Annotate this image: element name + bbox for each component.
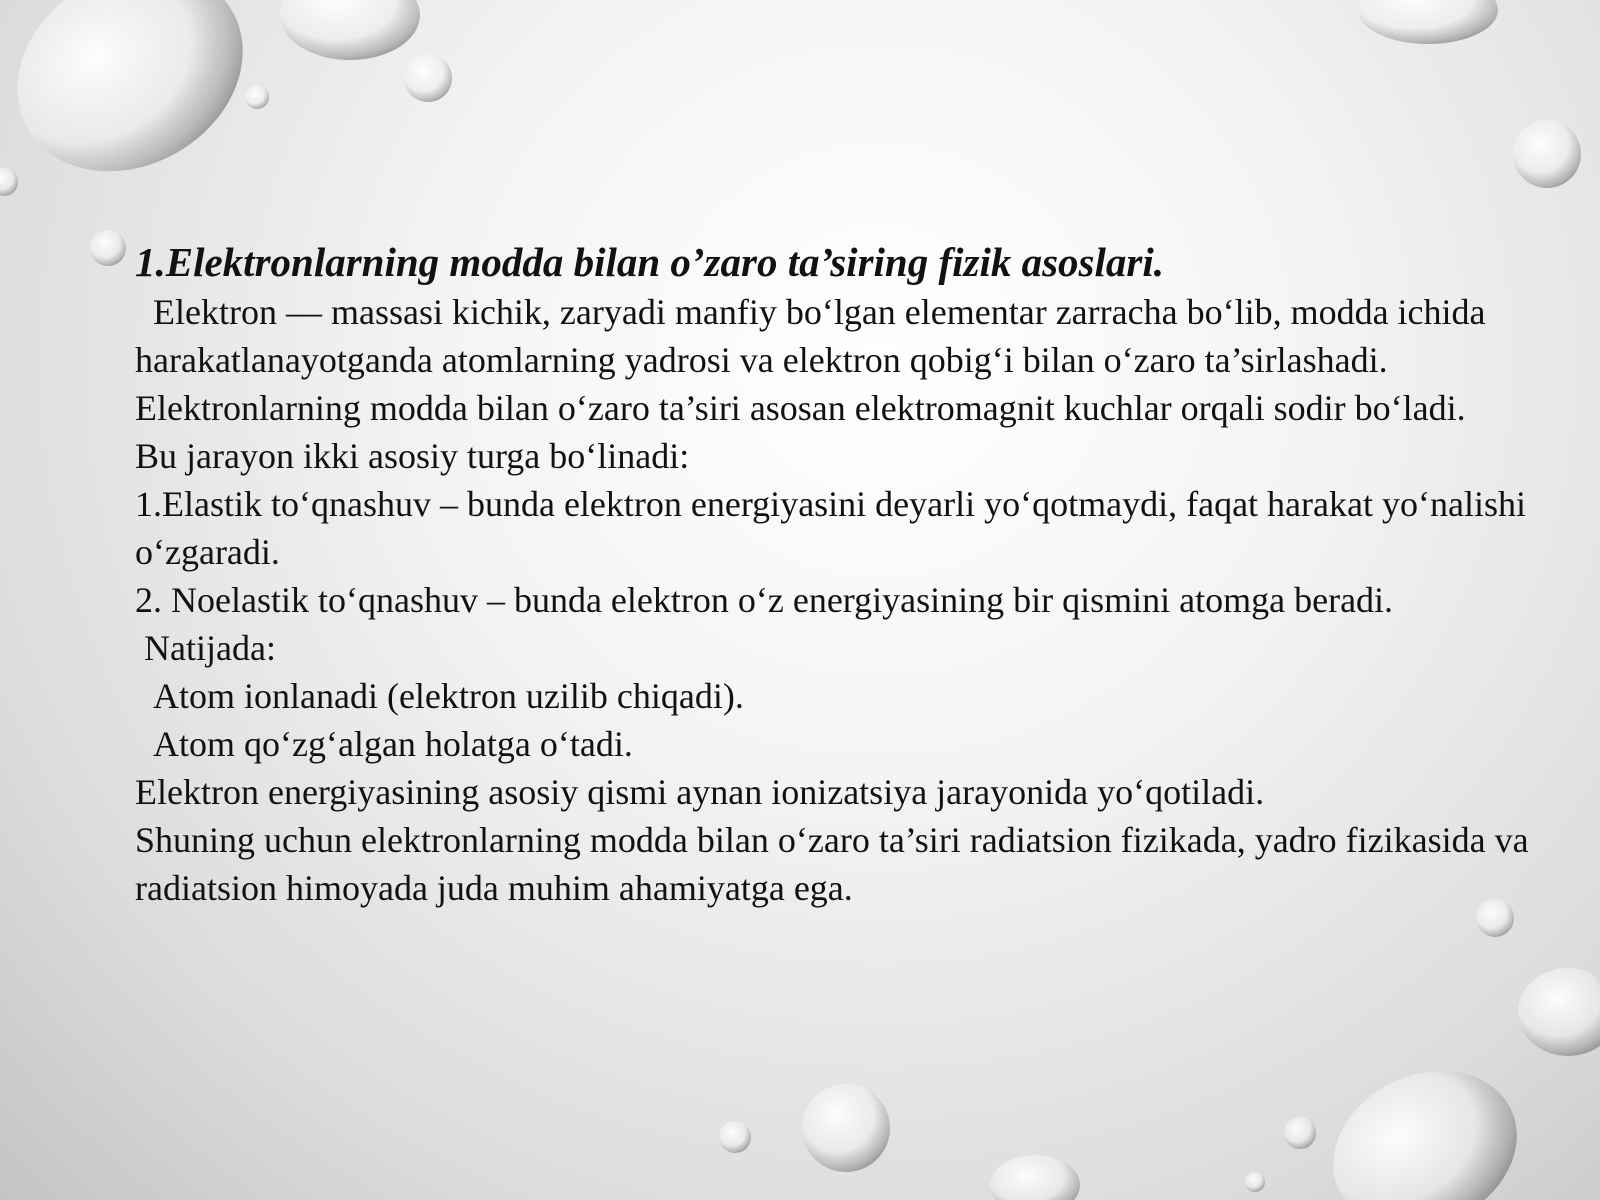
slide-content bbox=[135, 236, 1535, 912]
droplet bbox=[404, 54, 452, 102]
paragraph: Elektron — massasi kichik, zaryadi manfiy bo‘lgan elementar zarracha bo‘lib, modda ichida harakatlanayotganda atomlarning yadrosi va elektron qobig‘i bilan o‘zaro ta’sirlashadi. bbox=[135, 292, 1495, 380]
slide-heading: 1.Elektronlarning modda bilan o’zaro ta’siring fizik asoslari. bbox=[135, 239, 1165, 285]
droplet bbox=[0, 0, 280, 211]
bullet-droplet-icon bbox=[88, 228, 128, 268]
droplet bbox=[1513, 120, 1581, 188]
droplet bbox=[1245, 1172, 1265, 1192]
droplet bbox=[802, 1084, 890, 1172]
droplet bbox=[990, 1155, 1080, 1200]
paragraph: 2. Noelastik to‘qnashuv – bunda elektron o‘z energiyasining bir qismini atomga beradi. bbox=[135, 580, 1394, 620]
droplet bbox=[0, 168, 18, 196]
droplet bbox=[1307, 1042, 1543, 1200]
droplet bbox=[280, 0, 420, 60]
paragraph: Elektron energiyasining asosiy qismi aynan ionizatsiya jarayonida yo‘qotiladi. bbox=[135, 772, 1265, 812]
droplet bbox=[719, 1121, 751, 1153]
droplet bbox=[245, 85, 269, 109]
paragraph: Atom qo‘zg‘algan holatga o‘tadi. bbox=[135, 724, 633, 764]
droplet bbox=[1284, 1117, 1316, 1149]
droplet bbox=[1518, 968, 1600, 1056]
paragraph: 1.Elastik to‘qnashuv – bunda elektron energiyasini deyarli yo‘qotmaydi, faqat harakat yo‘nalishi o‘zgaradi. bbox=[135, 484, 1526, 572]
paragraph: Bu jarayon ikki asosiy turga bo‘linadi: bbox=[135, 436, 690, 476]
paragraph: Shuning uchun elektronlarning modda bilan o‘zaro ta’siri radiatsion fizikada, yadro fizikasida va radiatsion himoyada juda muhim ahamiyatga ega. bbox=[135, 820, 1529, 908]
droplet bbox=[1358, 0, 1498, 44]
paragraph: Atom ionlanadi (elektron uzilib chiqadi). bbox=[135, 676, 744, 716]
paragraph: Natijada: bbox=[135, 628, 276, 668]
paragraph: Elektronlarning modda bilan o‘zaro ta’siri asosan elektromagnit kuchlar orqali sodir bo‘ladi. bbox=[135, 388, 1466, 428]
